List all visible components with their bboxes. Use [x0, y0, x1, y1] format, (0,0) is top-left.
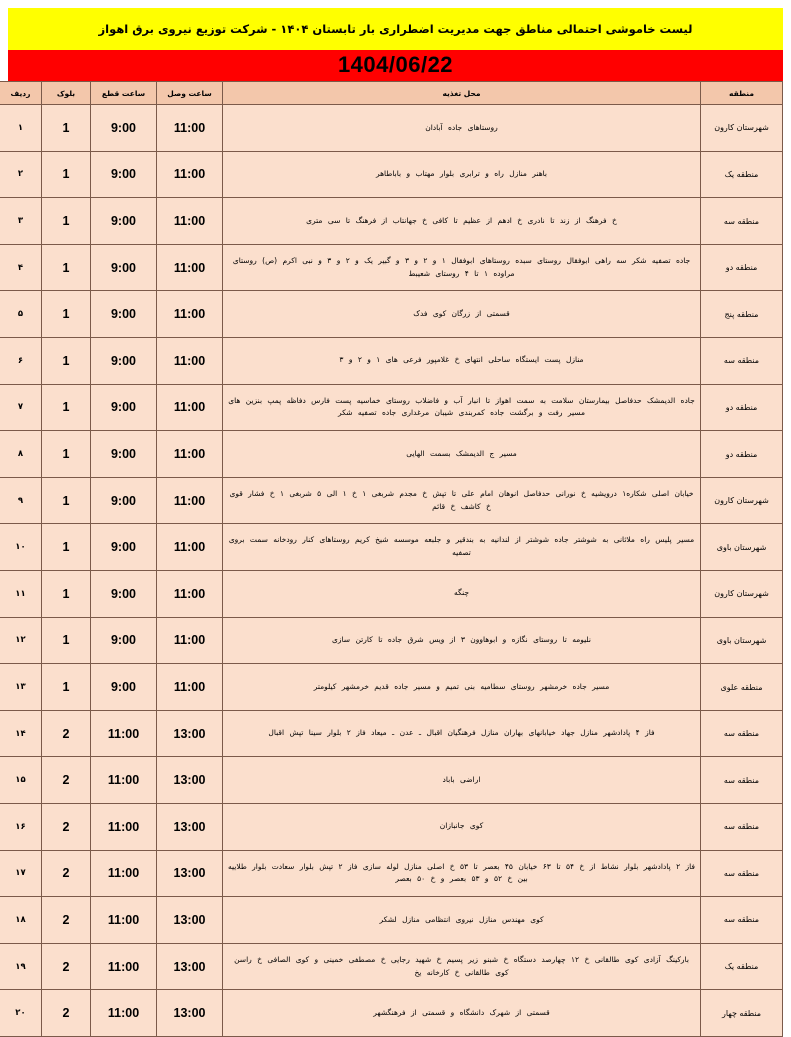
column-header-radif: ردیف — [0, 82, 42, 105]
cell-radif: ۱۳ — [0, 664, 42, 711]
cell-outage-time: 9:00 — [91, 617, 157, 664]
cell-restore-time: 11:00 — [157, 617, 223, 664]
cell-place: مسیر جاده خرمشهر روستای سطامیه بنی تمیم و مسیر جاده قدیم خرمشهر کیلومتر — [223, 664, 701, 711]
cell-outage-time: 9:00 — [91, 244, 157, 291]
cell-place: بارکینگ آزادی کوی طالقانی خ ۱۲ چهارصد دستگاه خ شبنو زیر پسیم خ شهید رجایی خ مصطفی خمینی و کوی الصافی خ راسن کوی طالقانی خ کارخانه یخ — [223, 943, 701, 990]
cell-region: شهرستان کارون — [701, 477, 783, 524]
cell-region: منطقه چهار — [701, 990, 783, 1037]
cell-radif: ۱۴ — [0, 710, 42, 757]
cell-radif: ۵ — [0, 291, 42, 338]
column-header-on: ساعت وصل — [157, 82, 223, 105]
cell-radif: ۱۹ — [0, 943, 42, 990]
cell-place: قسمتی از شهرک دانشگاه و قسمتی از فرهنگشهر — [223, 990, 701, 1037]
cell-radif: ۴ — [0, 244, 42, 291]
cell-region: منطقه سه — [701, 850, 783, 897]
cell-region: شهرستان کارون — [701, 105, 783, 152]
cell-block: 2 — [42, 943, 91, 990]
cell-outage-time: 9:00 — [91, 477, 157, 524]
cell-region: منطقه دو — [701, 244, 783, 291]
cell-place: اراضی باباد — [223, 757, 701, 804]
cell-outage-time: 11:00 — [91, 990, 157, 1037]
cell-place: خیابان اصلی شکاره۱ درویشیه خ نورانی حدفاصل انوهان امام علی تا تپش خ مجدم شربغی ۱ خ ۱ الی ۵ شربغی ۱ خ فشار قوی خ کاشف خ قائم — [223, 477, 701, 524]
cell-radif: ۲۰ — [0, 990, 42, 1037]
cell-restore-time: 11:00 — [157, 198, 223, 245]
cell-restore-time: 11:00 — [157, 431, 223, 478]
cell-restore-time: 13:00 — [157, 804, 223, 851]
cell-radif: ۱ — [0, 105, 42, 152]
cell-restore-time: 11:00 — [157, 571, 223, 618]
cell-outage-time: 11:00 — [91, 757, 157, 804]
cell-block: 2 — [42, 804, 91, 851]
cell-region: منطقه یک — [701, 151, 783, 198]
table-row — [0, 897, 783, 944]
cell-restore-time: 11:00 — [157, 477, 223, 524]
cell-radif: ۷ — [0, 384, 42, 431]
cell-block: 1 — [42, 664, 91, 711]
table-row — [0, 710, 783, 757]
cell-place: فاز ۴ پادادشهر منازل جهاد خیابانهای بهاران منازل فرهنگیان اقبال ـ عدن ـ میعاد فاز ۲ بلوار سینا تپش اقبال — [223, 710, 701, 757]
cell-outage-time: 11:00 — [91, 897, 157, 944]
cell-outage-time: 9:00 — [91, 291, 157, 338]
cell-outage-time: 9:00 — [91, 384, 157, 431]
cell-place: جاده الدیمشک حدفاصل بیمارستان سلامت به سمت اهواز تا انبار آب و فاضلاب روستای خماسیه پست فارس دفاظه پمپ بنزین های مسیر رفت و برگشت جاده کمربندی شیبان مرغداری جاده تصفیه شکر — [223, 384, 701, 431]
cell-region: منطقه دو — [701, 431, 783, 478]
cell-region: منطقه سه — [701, 710, 783, 757]
cell-region: منطقه یک — [701, 943, 783, 990]
column-header-region: منطقه — [701, 82, 783, 105]
column-header-block: بلوک — [42, 82, 91, 105]
cell-radif: ۱۸ — [0, 897, 42, 944]
table-row — [0, 105, 783, 152]
page-title: لیست خاموشی احتمالی مناطق جهت مدیریت اضطراری بار تابستان ۱۴۰۴ - شرکت توزیع نیروی برق اهواز — [8, 8, 783, 50]
cell-region: منطقه سه — [701, 338, 783, 385]
cell-outage-time: 9:00 — [91, 524, 157, 571]
outage-table — [0, 81, 783, 1037]
table-row — [0, 617, 783, 664]
table-row — [0, 291, 783, 338]
cell-radif: ۱۱ — [0, 571, 42, 618]
cell-region: منطقه سه — [701, 804, 783, 851]
cell-restore-time: 11:00 — [157, 105, 223, 152]
table-header-row — [0, 82, 783, 105]
table-row — [0, 664, 783, 711]
table-row — [0, 571, 783, 618]
table-row — [0, 244, 783, 291]
cell-place: فاز ۲ پادادشهر بلوار نشاط از خ ۵۴ تا ۶۳ خیابان ۴۵ بعصر تا ۵۳ خ اصلی منازل لوله سازی فاز ۲ تپش بلوار سعادت بلوار طلاییه بین خ ۵۲ و ۵۳ بعصر و خ ۵۰ بعصر — [223, 850, 701, 897]
cell-restore-time: 13:00 — [157, 710, 223, 757]
table-row — [0, 151, 783, 198]
cell-restore-time: 11:00 — [157, 524, 223, 571]
cell-place: باهنر منازل راه و ترابری بلوار مهتاب و باباطاهر — [223, 151, 701, 198]
cell-radif: ۹ — [0, 477, 42, 524]
cell-radif: ۱۲ — [0, 617, 42, 664]
cell-radif: ۱۵ — [0, 757, 42, 804]
cell-block: 2 — [42, 850, 91, 897]
cell-region: منطقه سه — [701, 757, 783, 804]
cell-restore-time: 11:00 — [157, 244, 223, 291]
cell-block: 2 — [42, 757, 91, 804]
cell-block: 1 — [42, 617, 91, 664]
cell-place: چنگه — [223, 571, 701, 618]
table-row — [0, 338, 783, 385]
cell-block: 1 — [42, 384, 91, 431]
cell-restore-time: 11:00 — [157, 384, 223, 431]
cell-restore-time: 11:00 — [157, 151, 223, 198]
cell-region: منطقه سه — [701, 897, 783, 944]
cell-restore-time: 13:00 — [157, 897, 223, 944]
cell-radif: ۶ — [0, 338, 42, 385]
cell-outage-time: 9:00 — [91, 151, 157, 198]
cell-restore-time: 13:00 — [157, 850, 223, 897]
cell-restore-time: 13:00 — [157, 943, 223, 990]
cell-block: 1 — [42, 431, 91, 478]
table-row — [0, 198, 783, 245]
table-row — [0, 943, 783, 990]
cell-place: نلیومه تا روستای نگازه و ابوهاوون ۳ از ویس شرق جاده تا کارتن سازی — [223, 617, 701, 664]
cell-block: 1 — [42, 291, 91, 338]
table-row — [0, 524, 783, 571]
cell-block: 2 — [42, 710, 91, 757]
cell-restore-time: 11:00 — [157, 338, 223, 385]
table-row — [0, 384, 783, 431]
cell-region: منطقه دو — [701, 384, 783, 431]
cell-outage-time: 11:00 — [91, 710, 157, 757]
cell-block: 1 — [42, 198, 91, 245]
column-header-place: محل تغذیه — [223, 82, 701, 105]
cell-radif: ۸ — [0, 431, 42, 478]
cell-place: کوی مهندس منازل نیروی انتظامی منازل لشکر — [223, 897, 701, 944]
cell-restore-time: 11:00 — [157, 664, 223, 711]
schedule-date: 1404/06/22 — [8, 50, 783, 81]
cell-outage-time: 9:00 — [91, 431, 157, 478]
cell-block: 1 — [42, 244, 91, 291]
cell-radif: ۱۰ — [0, 524, 42, 571]
table-header — [0, 82, 783, 105]
cell-radif: ۱۶ — [0, 804, 42, 851]
cell-region: منطقه علوی — [701, 664, 783, 711]
table-row — [0, 431, 783, 478]
cell-block: 2 — [42, 990, 91, 1037]
cell-place: جاده تصفیه شکر سه راهی ابوفقال روستای سبده روستاهای ابوفقال ۱ و ۲ و ۳ و گبیر یک و ۲ و ۳ و نبی اکرم (ص) روستای مراوده ۱ تا ۴ روستای شعیبط — [223, 244, 701, 291]
cell-outage-time: 11:00 — [91, 943, 157, 990]
cell-outage-time: 9:00 — [91, 105, 157, 152]
cell-block: 1 — [42, 477, 91, 524]
cell-place: روستاهای جاده آبادان — [223, 105, 701, 152]
cell-block: 2 — [42, 897, 91, 944]
cell-region: شهرستان باوی — [701, 617, 783, 664]
cell-radif: ۳ — [0, 198, 42, 245]
cell-restore-time: 11:00 — [157, 291, 223, 338]
cell-region: شهرستان کارون — [701, 571, 783, 618]
cell-radif: ۲ — [0, 151, 42, 198]
cell-region: شهرستان باوی — [701, 524, 783, 571]
cell-region: منطقه سه — [701, 198, 783, 245]
cell-block: 1 — [42, 524, 91, 571]
cell-block: 1 — [42, 571, 91, 618]
cell-outage-time: 9:00 — [91, 664, 157, 711]
cell-place: خ فرهنگ از زند تا نادری خ ادهم از عظیم تا کافی خ جهانتاب از فرهنگ تا سی متری — [223, 198, 701, 245]
table-row — [0, 990, 783, 1037]
cell-restore-time: 13:00 — [157, 757, 223, 804]
table-row — [0, 804, 783, 851]
table-row — [0, 757, 783, 804]
table-row — [0, 477, 783, 524]
cell-outage-time: 11:00 — [91, 804, 157, 851]
cell-block: 1 — [42, 151, 91, 198]
cell-radif: ۱۷ — [0, 850, 42, 897]
cell-place: مسیر ج الدیمشک بسمت الهایی — [223, 431, 701, 478]
cell-region: منطقه پنج — [701, 291, 783, 338]
column-header-off: ساعت قطع — [91, 82, 157, 105]
cell-place: قسمتی از زرگان کوی فدک — [223, 291, 701, 338]
table-row — [0, 850, 783, 897]
cell-place: مسیر پلیس راه ملاثانی به شوشتر جاده شوشتر از لندانیه به بندقیر و جلبعه موسسه شیخ کریم روستاهای کنار رودخانه سمت بروی تصفیه — [223, 524, 701, 571]
table-body — [0, 105, 783, 1037]
cell-outage-time: 9:00 — [91, 338, 157, 385]
cell-place: منازل پست ایستگاه ساحلی انتهای خ غلامپور فرعی های ۱ و ۲ و ۳ — [223, 338, 701, 385]
cell-outage-time: 11:00 — [91, 850, 157, 897]
cell-place: کوی جانبازان — [223, 804, 701, 851]
cell-restore-time: 13:00 — [157, 990, 223, 1037]
cell-block: 1 — [42, 338, 91, 385]
cell-outage-time: 9:00 — [91, 571, 157, 618]
cell-block: 1 — [42, 105, 91, 152]
cell-outage-time: 9:00 — [91, 198, 157, 245]
